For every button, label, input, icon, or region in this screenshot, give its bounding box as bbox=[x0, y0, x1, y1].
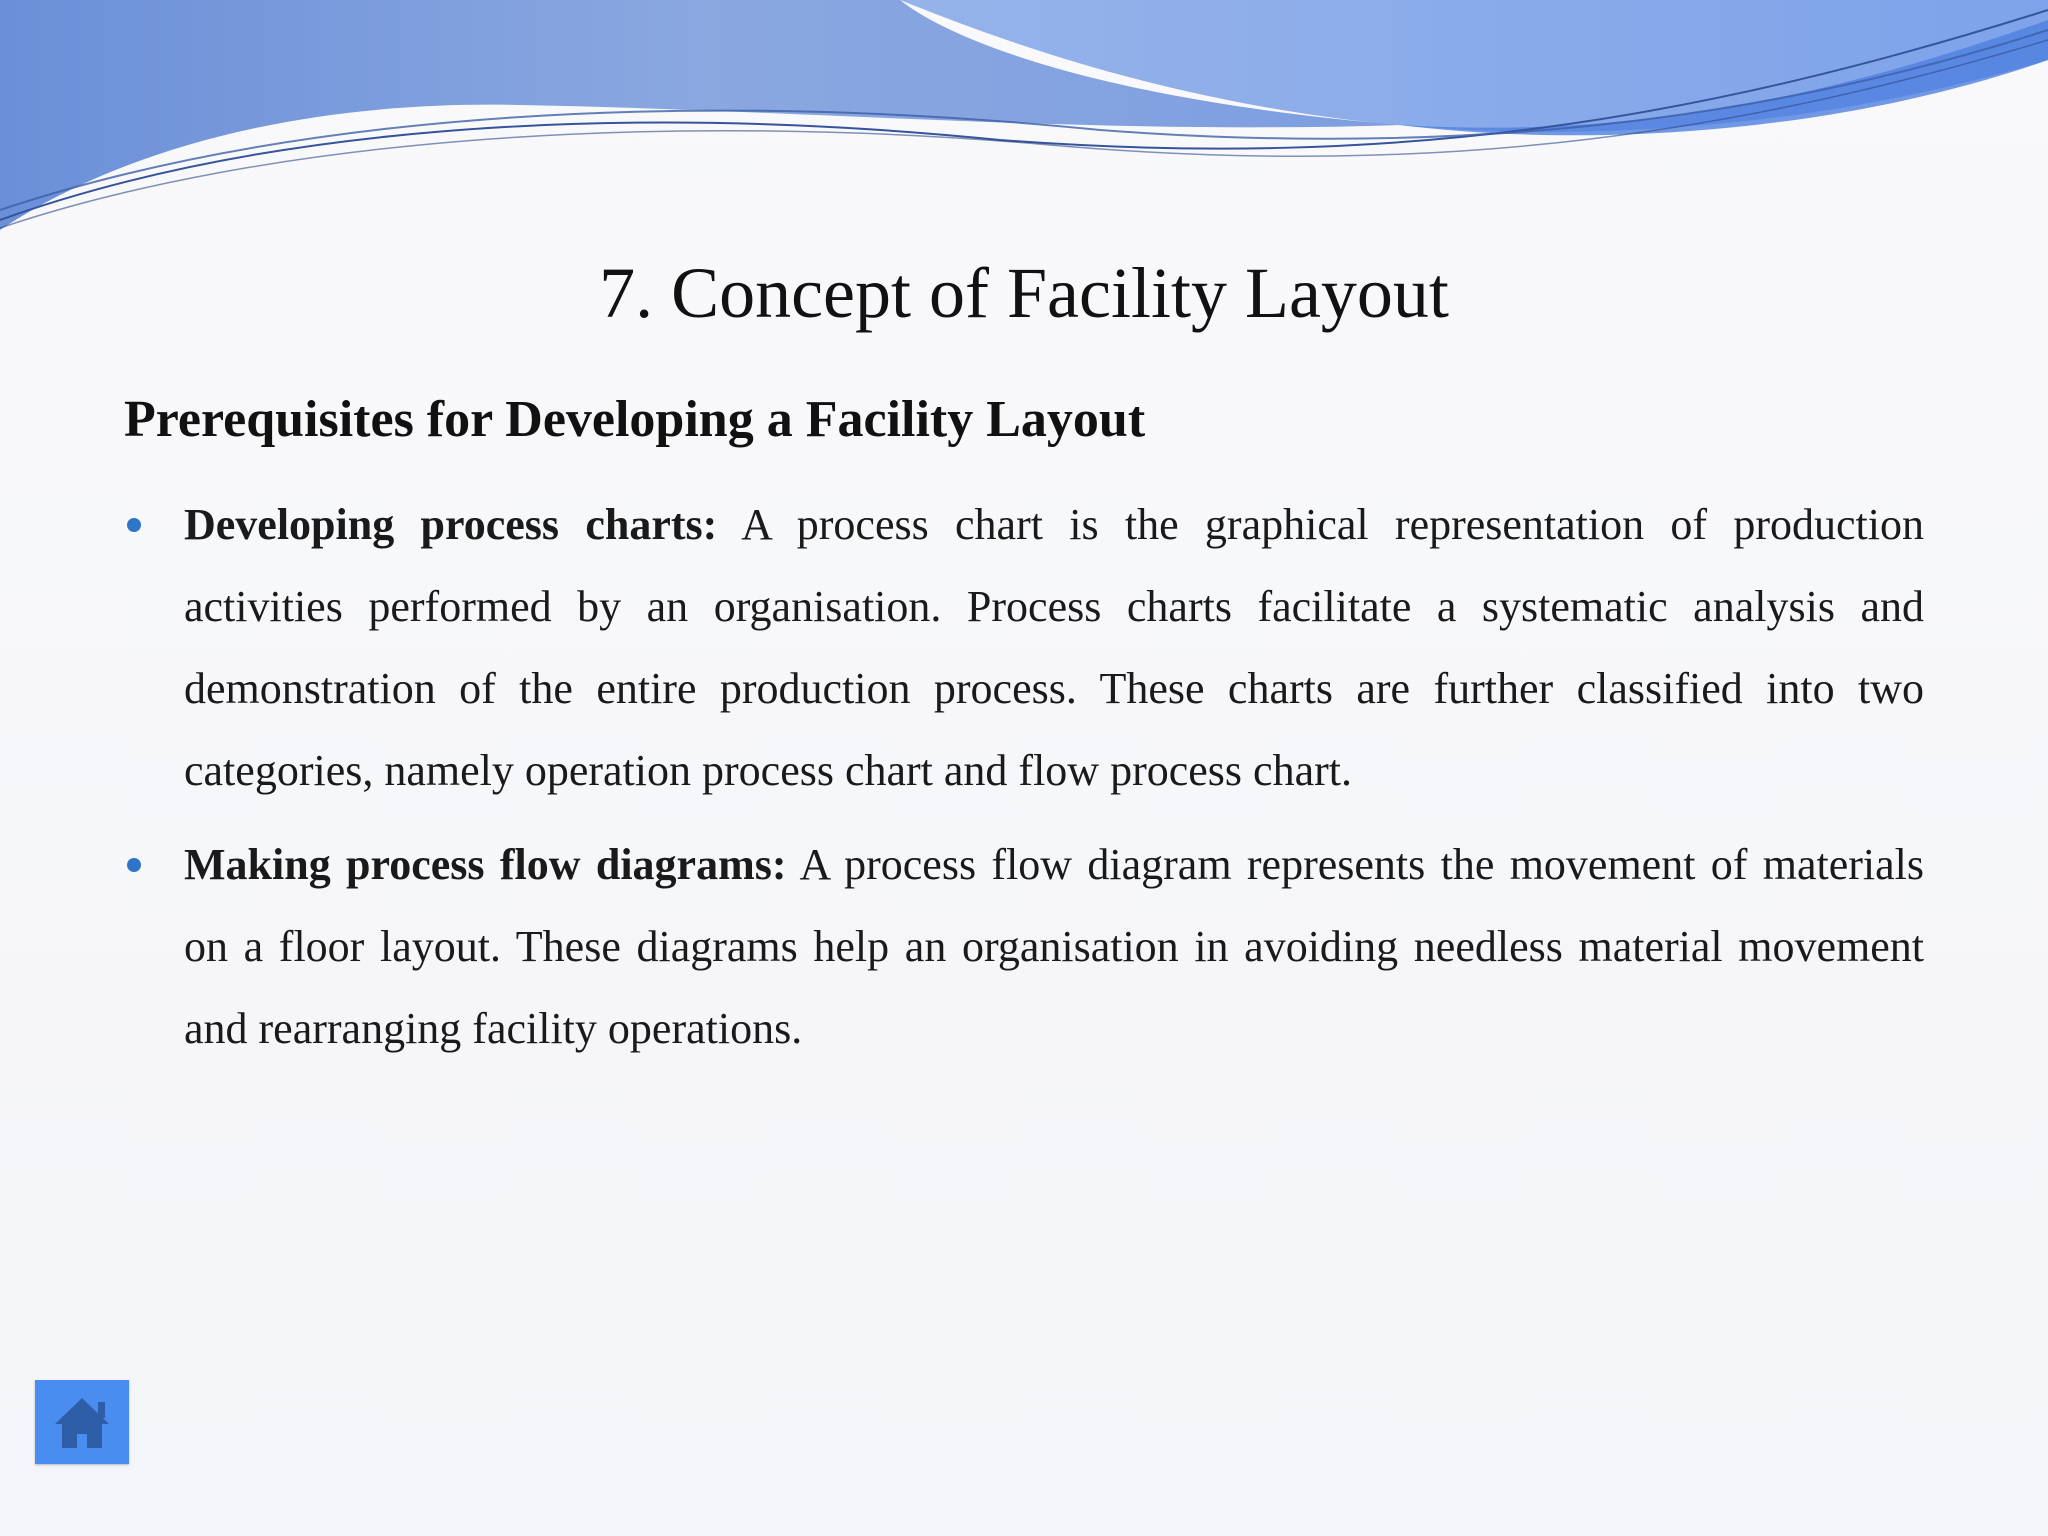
slide-title: 7. Concept of Facility Layout bbox=[599, 253, 1449, 333]
bullet-dot-icon bbox=[127, 518, 141, 532]
bullet-item bbox=[124, 824, 1924, 1070]
home-button[interactable] bbox=[35, 1380, 129, 1464]
home-icon bbox=[35, 1380, 129, 1464]
bullet-text: A process chart is the graphical representation of production activities performed by an organisation. Process charts facilitate a systematic analysis and demonstration of the entire production process. These charts are further classified into two categories, namely operation process chart and flow process chart. bbox=[184, 500, 1924, 795]
bullet-list bbox=[124, 484, 1924, 1082]
bullet-text: A process flow diagram represents the movement of materials on a floor layout. These diagrams help an organisation in avoiding needless material movement and rearranging facility operations. bbox=[184, 840, 1925, 1053]
bullet-term: Developing process charts: bbox=[184, 500, 718, 549]
slide-subtitle: Prerequisites for Developing a Facility Layout bbox=[124, 391, 1146, 448]
bullet-term: Making process flow diagrams: bbox=[184, 840, 787, 889]
bullet-item bbox=[124, 484, 1924, 812]
bullet-dot-icon bbox=[127, 858, 141, 872]
header-wave-decoration bbox=[0, 0, 2048, 240]
